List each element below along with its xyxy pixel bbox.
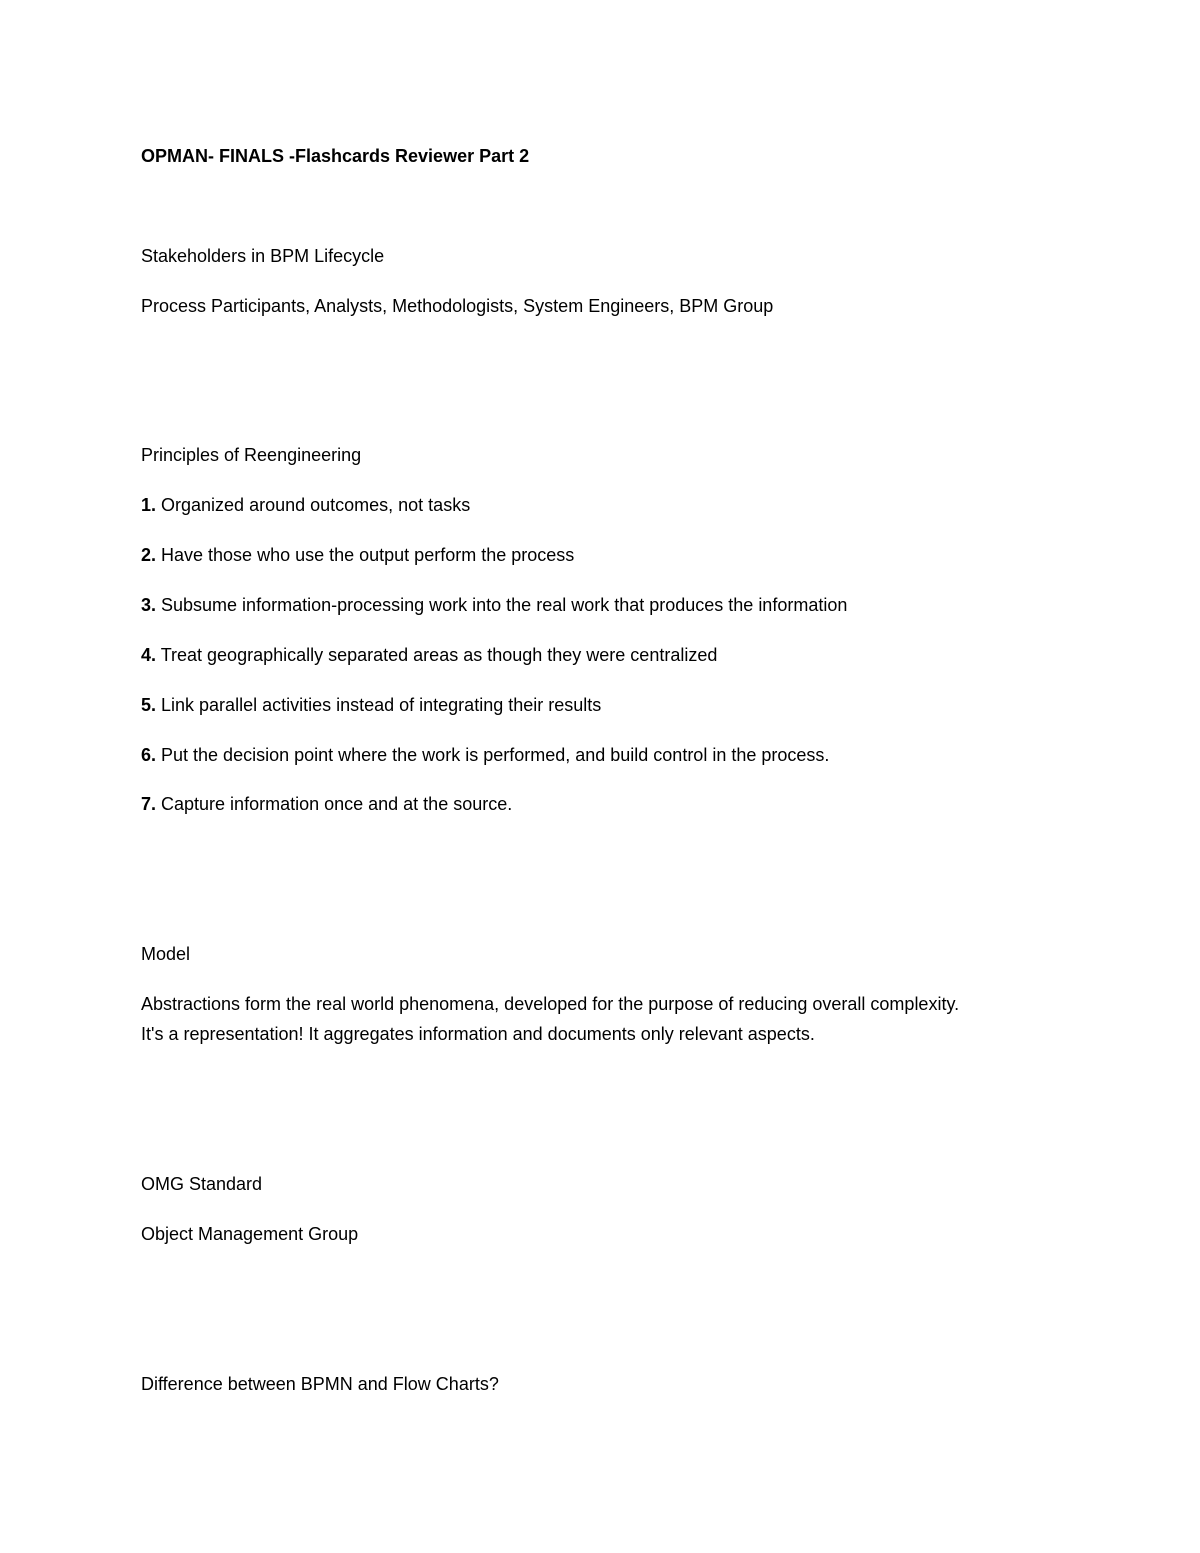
item-number: 1. <box>141 495 157 515</box>
item-number: 3. <box>141 595 157 615</box>
item-text: Treat geographically separated areas as though they were centralized <box>156 645 718 665</box>
reengineering-item-3 <box>141 590 847 620</box>
reengineering-term: Principles of Reengineering <box>141 445 362 465</box>
item-number: 6. <box>141 745 157 765</box>
omg-term: OMG Standard <box>141 1174 263 1194</box>
document-title: OPMAN- FINALS -Flashcards Reviewer Part 2 <box>141 146 530 166</box>
item-text: Put the decision point where the work is performed, and build control in the process. <box>156 745 830 765</box>
bpmn-term: Difference between BPMN and Flow Charts? <box>141 1374 499 1394</box>
item-text: Organized around outcomes, not tasks <box>156 495 471 515</box>
item-text: Subsume information-processing work into the real work that produces the information <box>156 595 848 615</box>
item-number: 7. <box>141 794 157 814</box>
reengineering-item-1 <box>141 490 470 520</box>
reengineering-item-2 <box>141 540 574 570</box>
stakeholders-term: Stakeholders in BPM Lifecycle <box>141 246 385 266</box>
model-definition-line-2: It's a representation! It aggregates information and documents only relevant aspects. <box>141 1024 815 1044</box>
reengineering-item-4 <box>141 640 717 670</box>
omg-definition: Object Management Group <box>141 1224 359 1244</box>
reengineering-item-5 <box>141 690 601 720</box>
item-text: Capture information once and at the source. <box>156 794 513 814</box>
reengineering-item-7 <box>141 789 512 819</box>
item-text: Have those who use the output perform the process <box>156 545 575 565</box>
item-number: 4. <box>141 645 157 665</box>
reengineering-item-6 <box>141 740 829 770</box>
stakeholders-definition: Process Participants, Analysts, Methodologists, System Engineers, BPM Group <box>141 296 774 316</box>
item-text: Link parallel activities instead of integrating their results <box>156 695 602 715</box>
model-definition-line-1: Abstractions form the real world phenomena, developed for the purpose of reducing overall complexity. <box>141 994 960 1014</box>
item-number: 2. <box>141 545 157 565</box>
model-term: Model <box>141 944 191 964</box>
item-number: 5. <box>141 695 157 715</box>
